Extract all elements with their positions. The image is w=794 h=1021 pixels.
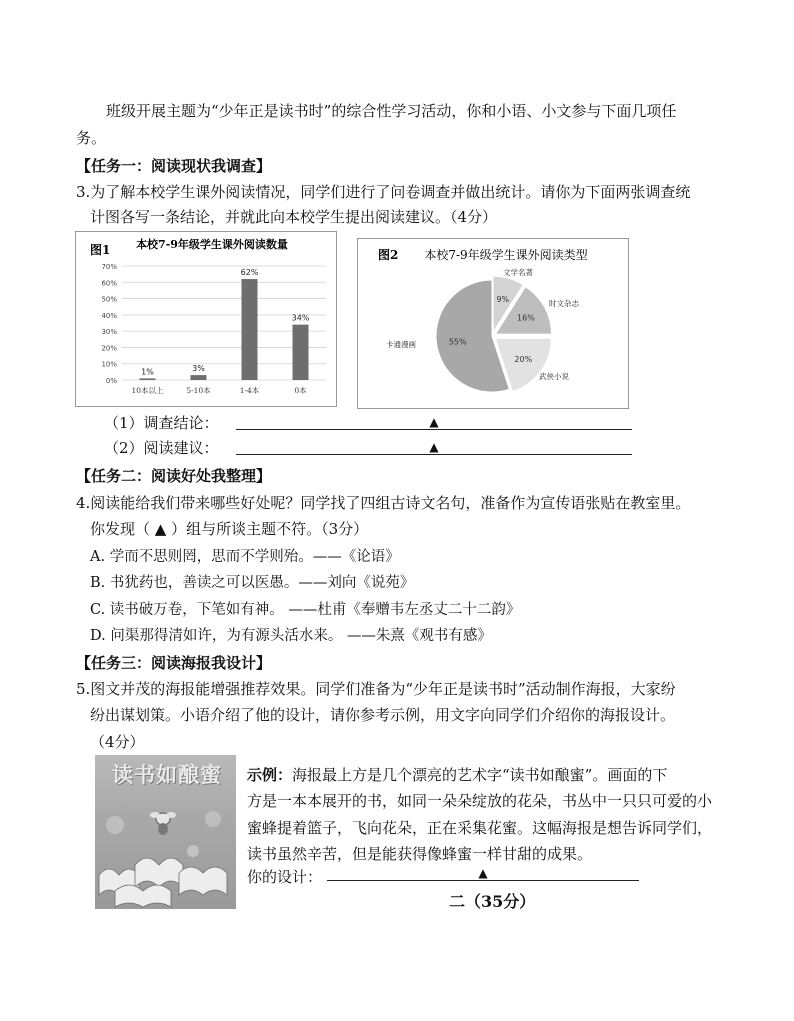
q3-blank2-label: （2）阅读建议：	[104, 439, 219, 457]
poster-illustration	[95, 755, 236, 909]
pie-value-label: 9%	[496, 294, 510, 304]
q3-blank1-label: （1）调查结论：	[104, 414, 219, 432]
section-2-score-heading: 二（35分）	[449, 892, 536, 911]
pie-value-label: 20%	[514, 354, 533, 364]
q3-blank1-answer-line[interactable]	[236, 415, 632, 430]
bar-category-label: 5-10本	[186, 386, 211, 395]
bar-value-label: 34%	[291, 313, 310, 323]
your-design-answer-line[interactable]	[327, 866, 639, 881]
task1-heading: 【任务一：阅读现状我调查】	[76, 157, 272, 175]
example-line-4: 读书虽然辛苦，但是能获得像蜂蜜一样甘甜的成果。	[247, 845, 593, 863]
figure-2-pie-chart	[357, 238, 629, 409]
q3-blank2-answer-line[interactable]	[236, 440, 632, 455]
poster-image	[95, 755, 236, 909]
pie-value-label: 55%	[448, 337, 467, 347]
your-design-label: 你的设计：	[247, 868, 323, 886]
q4-line-1: 4.阅读能给我们带来哪些好处呢？同学找了四组古诗文名句，准备作为宣传语张贴在教室里。	[76, 494, 691, 512]
answer-marker-triangle: ▲	[429, 440, 439, 454]
example-line-1	[247, 764, 667, 786]
q3-line-1: 3.为了解本校学生课外阅读情况，同学们进行了问卷调查并做出统计。请你为下面两张调查统	[76, 183, 691, 201]
q4-option-d: D. 问渠那得清如许，为有源头活水来。 ——朱熹《观书有感》	[90, 628, 492, 644]
pie-chart-title: 本校7-9年级学生课外阅读类型	[424, 248, 588, 262]
example-text-1: 海报最上方是几个漂亮的艺术字“读书如酿蜜”。画面的下	[292, 766, 668, 784]
bar-chart-title: 本校7-9年级学生课外阅读数量	[136, 238, 288, 251]
q5-line-2: 纷出谋划策。小语介绍了他的设计，请你参考示例，用文字向同学们介绍你的海报设计。	[90, 706, 676, 724]
figure-1-bar-chart	[75, 231, 337, 407]
open-books-icon	[99, 858, 227, 907]
pie-category-label: 文学名著	[503, 268, 533, 277]
example-line-2: 方是一本本展开的书，如同一朵朵绽放的花朵，书丛中一只只可爱的小	[247, 792, 713, 810]
task3-heading: 【任务三：阅读海报我设计】	[76, 654, 272, 672]
pie-value-label: 16%	[517, 313, 535, 323]
pie-category-label: 武侠小说	[539, 372, 569, 381]
bar-y-tick-label: 0%	[105, 377, 117, 385]
bar-chart-prefix: 图1	[90, 243, 111, 257]
bar-1	[140, 378, 156, 380]
intro-line-2: 务。	[76, 129, 107, 147]
bar-4	[293, 325, 309, 380]
q5-line-3: （4分）	[90, 733, 145, 751]
q3-line-2: 计图各写一条结论，并就此向本校学生提出阅读建议。（4分）	[90, 208, 498, 226]
bar-y-tick-label: 40%	[101, 311, 117, 320]
answer-marker-triangle: ▲	[429, 415, 439, 429]
bar-chart-svg	[76, 232, 336, 406]
poster-title-art: 读书如酿蜜	[112, 763, 222, 787]
q4-option-a: A. 学而不思则罔，思而不学则殆。——《论语》	[90, 549, 400, 565]
bar-3	[242, 279, 258, 380]
bar-y-tick-label: 30%	[101, 328, 117, 337]
pie-chart-svg	[358, 239, 628, 408]
bar-category-label: 0本	[294, 386, 307, 395]
q4-option-b: B. 书犹药也，善读之可以医愚。——刘向《说苑》	[90, 575, 415, 591]
pie-category-label: 卡通漫画	[386, 340, 416, 349]
intro-line-1: 班级开展主题为“少年正是读书时”的综合性学习活动，你和小语、小文参与下面几项任	[106, 102, 677, 120]
bee-icon	[150, 812, 176, 835]
example-label: 示例：	[247, 766, 293, 784]
pie-chart-prefix: 图2	[378, 248, 399, 262]
bar-category-label: 10本以上	[131, 386, 164, 395]
bar-y-tick-label: 20%	[101, 344, 117, 353]
answer-marker-triangle: ▲	[478, 866, 488, 880]
bar-y-tick-label: 70%	[101, 263, 117, 271]
bar-value-label: 62%	[240, 268, 259, 278]
bar-category-label: 1-4本	[239, 386, 260, 395]
bar-y-tick-label: 60%	[101, 279, 117, 288]
pie-category-label: 时文杂志	[549, 299, 579, 308]
bar-y-tick-label: 50%	[101, 295, 117, 304]
bar-2	[191, 375, 207, 380]
example-line-3: 蜜蜂提着篮子，飞向花朵，正在采集花蜜。这幅海报是想告诉同学们，	[247, 819, 713, 837]
q4-option-c: C. 读书破万卷，下笔如有神。 ——杜甫《奉赠韦左丞丈二十二韵》	[90, 602, 521, 618]
q4-line-2: 你发现（ ▲ ）组与所谈主题不符。（3分）	[90, 520, 369, 538]
task2-heading: 【任务二：阅读好处我整理】	[76, 467, 272, 485]
q5-line-1: 5.图文并茂的海报能增强推荐效果。同学们准备为“少年正是读书时”活动制作海报，大家纷	[76, 680, 676, 698]
bar-y-tick-label: 10%	[101, 360, 117, 369]
bar-value-label: 1%	[141, 367, 154, 377]
bar-value-label: 3%	[192, 364, 205, 374]
